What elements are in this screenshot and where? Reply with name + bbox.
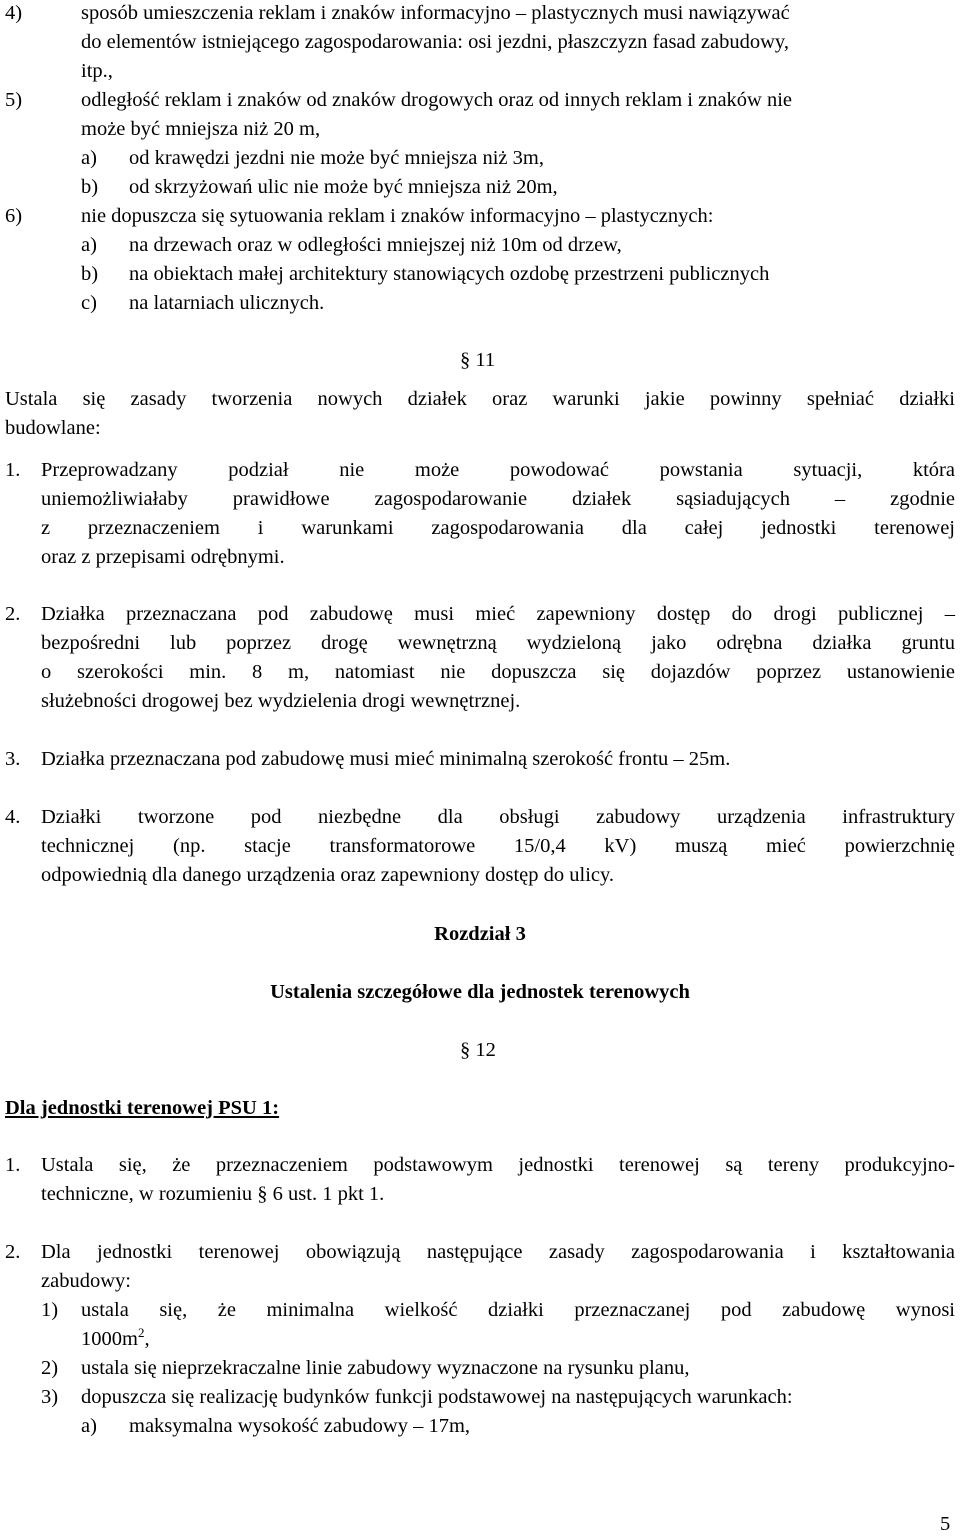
area-value: 1000m [81,1328,138,1350]
list-number: 6) [5,205,23,227]
paragraph-line: Przeprowadzany podział nie może powodować powstania sytuacji, która [41,459,955,481]
paragraph-line: Działka przeznaczana pod zabudowę musi mieć minimalną szerokość frontu – 25m. [41,748,731,770]
sublist-text: na latarniach ulicznych. [129,292,325,314]
sublist-text: od skrzyżowań ulic nie może być mniejsza niż 20m, [129,176,558,198]
list-item-text: nie dopuszcza się sytuowania reklam i znaków informacyjno – plastycznych: [81,205,714,227]
paragraph-line: Dla jednostki terenowej obowiązują następujące zasady zagospodarowania i kształtowania [41,1241,955,1263]
paragraph-line: o szerokości min. 8 m, natomiast nie dopuszcza się dojazdów poprzez ustanowienie [41,661,955,683]
paragraph-line: technicznej (np. stacje transformatorowe 15/0,4 kV) muszą mieć powierzchnię [41,835,955,857]
list-item-text: odległość reklam i znaków od znaków drogowych oraz od innych reklam i znaków nie [81,89,793,111]
list-item-text: sposób umieszczenia reklam i znaków informacyjno – plastycznych musi nawiązywać [81,2,790,24]
list-number: 2) [41,1357,59,1379]
paragraph-number: 1. [5,1154,21,1176]
chapter-subtitle: Ustalenia szczegółowe dla jednostek terenowych [270,981,690,1003]
list-number: 3) [41,1386,59,1408]
list-item-text: ustala się, że minimalna wielkość działki przeznaczanej pod zabudowę wynosi [81,1299,955,1321]
superscript: 2 [137,1325,145,1340]
paragraph-line: Działki tworzone pod niezbędne dla obsługi zabudowy urządzenia infrastruktury [41,806,955,828]
paragraph-line: budowlane: [5,417,101,439]
paragraph-line: z przeznaczeniem i warunkami zagospodarowania dla całej jednostki terenowej [41,517,955,539]
list-number: 4) [5,2,23,24]
paragraph-line: służebności drogowej bez wydzielenia drogi wewnętrznej. [41,690,521,712]
paragraph-line: odpowiednią dla danego urządzenia oraz zapewniony dostęp do ulicy. [41,864,615,886]
sublist-text: na obiektach małej architektury stanowiących ozdobę przestrzeni publicznych [129,263,770,285]
list-item-text [81,1325,150,1354]
paragraph-number: 1. [5,459,21,481]
paragraph-line: zabudowy: [41,1270,131,1292]
list-item-text: itp., [81,60,113,82]
sublist-label: b) [81,176,99,198]
page-number: 5 [940,1513,951,1535]
paragraph-line: bezpośredni lub poprzez drogę wewnętrzną wydzieloną jako odrębna działka gruntu [41,632,955,654]
sublist-label: a) [81,234,97,256]
list-number: 1) [41,1299,59,1321]
list-number: 5) [5,89,23,111]
list-item-text: może być mniejsza niż 20 m, [81,118,321,140]
paragraph-number: 2. [5,1241,21,1263]
section-heading: § 11 [460,349,496,371]
paragraph-line: oraz z przepisami odrębnymi. [41,546,285,568]
chapter-title: Rozdział 3 [434,923,526,945]
sublist-label: c) [81,292,97,314]
paragraph-number: 2. [5,603,21,625]
unit-heading: Dla jednostki terenowej PSU 1: [5,1097,280,1119]
sublist-text: od krawędzi jezdni nie może być mniejsza niż 3m, [129,147,544,169]
paragraph-number: 3. [5,748,21,770]
paragraph-line: Działka przeznaczana pod zabudowę musi mieć zapewniony dostęp do drogi publicznej – [41,603,955,625]
section-heading: § 12 [460,1039,496,1061]
sublist-label: a) [81,1415,97,1437]
list-item-text: dopuszcza się realizację budynków funkcji podstawowej na następujących warunkach: [81,1386,793,1408]
paragraph-line: Ustala się, że przeznaczeniem podstawowym jednostki terenowej są tereny produkcyjno- [41,1154,955,1176]
paragraph-line: Ustala się zasady tworzenia nowych działek oraz warunki jakie powinny spełniać działki [5,388,955,410]
list-item-text: do elementów istniejącego zagospodarowania: osi jezdni, płaszczyzn fasad zabudowy, [81,31,789,53]
sublist-label: b) [81,263,99,285]
sublist-text: na drzewach oraz w odległości mniejszej niż 10m od drzew, [129,234,622,256]
paragraph-line: techniczne, w rozumieniu § 6 ust. 1 pkt 1. [41,1183,385,1205]
sublist-label: a) [81,147,97,169]
punctuation: , [144,1328,150,1350]
paragraph-number: 4. [5,806,21,828]
list-item-text: ustala się nieprzekraczalne linie zabudowy wyznaczone na rysunku planu, [81,1357,690,1379]
sublist-text: maksymalna wysokość zabudowy – 17m, [129,1415,471,1437]
paragraph-line: uniemożliwiałaby prawidłowe zagospodarowanie działek sąsiadujących – zgodnie [41,488,955,510]
